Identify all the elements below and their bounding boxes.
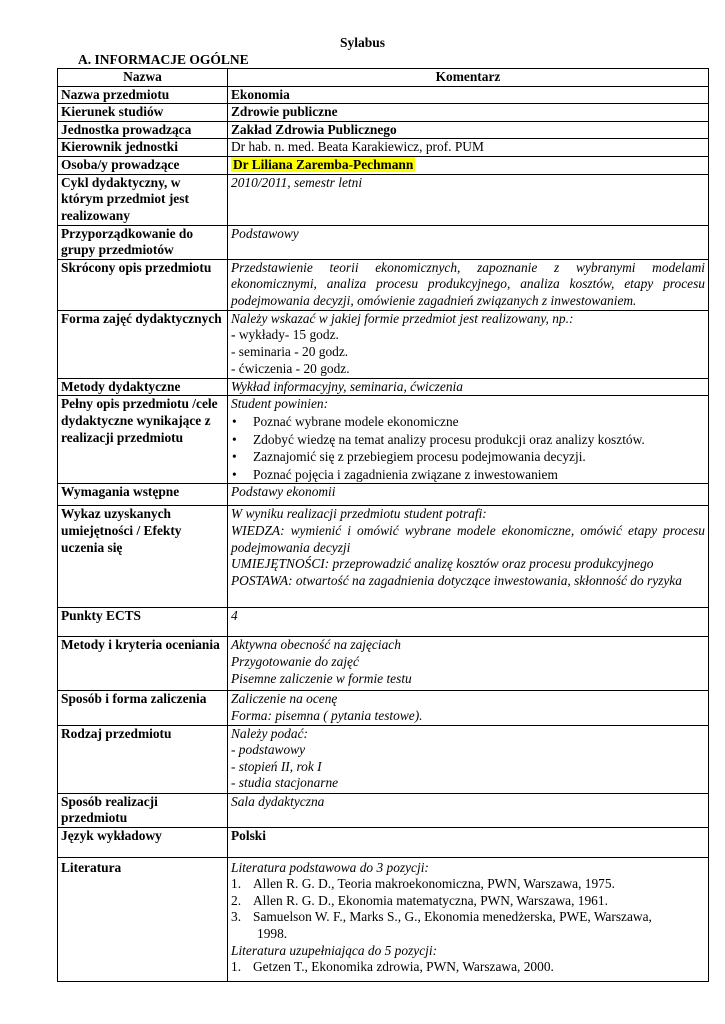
header-col-nazwa: Nazwa bbox=[58, 69, 228, 87]
list-item: • Poznać pojęcia i zagadnienia związane z inwestowaniem bbox=[231, 467, 705, 484]
row-osoba bbox=[58, 156, 709, 174]
label-ects: Punkty ECTS bbox=[58, 608, 228, 637]
row-cykl bbox=[58, 174, 709, 225]
label-realizacja: Sposób realizacji przedmiotu bbox=[58, 793, 228, 827]
label-efekty: Wykaz uzyskanych umiejętności / Efekty uczenia się bbox=[58, 506, 228, 608]
forma-intro: Należy wskazać w jakiej formie przedmiot jest realizowany, np.: bbox=[231, 310, 574, 326]
label-cykl: Cykl dydaktyczny, w którym przedmiot jest realizowany bbox=[58, 174, 228, 225]
rodzaj-line-2: - podstawowy bbox=[231, 742, 306, 758]
value-kierownik: Dr hab. n. med. Beata Karakiewicz, prof. PUM bbox=[228, 139, 709, 157]
label-kierownik: Kierownik jednostki bbox=[58, 139, 228, 157]
row-kierunek bbox=[58, 104, 709, 122]
list-item: 1. Getzen T., Ekonomika zdrowia, PWN, Warszawa, 2000. bbox=[231, 959, 554, 975]
label-jednostka: Jednostka prowadząca bbox=[58, 121, 228, 139]
kryteria-line-1: Aktywna obecność na zajęciach bbox=[231, 637, 401, 653]
value-nazwa-przedmiotu: Ekonomia bbox=[228, 86, 709, 104]
row-literatura bbox=[58, 857, 709, 981]
row-nazwa-przedmiotu bbox=[58, 86, 709, 104]
label-forma: Forma zajęć dydaktycznych bbox=[58, 310, 228, 378]
list-item: • Zaznajomić się z przebiegiem procesu podejmowania decyzji. bbox=[231, 449, 705, 466]
list-item: • Zdobyć wiedzę na temat analizy procesu produkcji oraz analizy kosztów. bbox=[231, 432, 705, 449]
rodzaj-line-3: - stopień II, rok I bbox=[231, 758, 322, 774]
value-cykl: 2010/2011, semestr letni bbox=[228, 174, 709, 225]
row-wymagania bbox=[58, 484, 709, 506]
row-efekty bbox=[58, 506, 709, 608]
label-kierunek: Kierunek studiów bbox=[58, 104, 228, 122]
table-header-row bbox=[58, 69, 709, 87]
zaliczenie-line-1: Zaliczenie na ocenę bbox=[231, 691, 338, 707]
label-opis: Skrócony opis przedmiotu bbox=[58, 259, 228, 310]
value-realizacja: Sala dydaktyczna bbox=[228, 793, 709, 827]
forma-line-wyklady-text: wykłady- 15 godz. bbox=[235, 327, 339, 343]
list-item: 1. Allen R. G. D., Teoria makroekonomiczna, PWN, Warszawa, 1975. bbox=[231, 876, 615, 892]
row-kryteria bbox=[58, 637, 709, 691]
row-kierownik bbox=[58, 139, 709, 157]
literatura-uzupelniajaca-heading: Literatura uzupełniająca do 5 pozycji: bbox=[231, 942, 438, 958]
row-realizacja bbox=[58, 793, 709, 827]
row-jednostka bbox=[58, 121, 709, 139]
literatura-podstawowa-heading: Literatura podstawowa do 3 pozycji: bbox=[231, 859, 429, 875]
efekty-intro: W wyniku realizacji przedmiotu student potrafi: bbox=[231, 506, 487, 522]
label-jezyk: Język wykładowy bbox=[58, 827, 228, 857]
header-col-komentarz: Komentarz bbox=[228, 69, 709, 87]
row-jezyk bbox=[58, 827, 709, 857]
value-jednostka: Zakład Zdrowia Publicznego bbox=[228, 121, 709, 139]
label-wymagania: Wymagania wstępne bbox=[58, 484, 228, 506]
syllabus-table bbox=[57, 68, 709, 982]
list-item: 2. Allen R. G. D., Ekonomia matematyczna, PWN, Warszawa, 1961. bbox=[231, 892, 608, 908]
row-przyporzadkowanie bbox=[58, 225, 709, 259]
list-item-continuation: 1998. bbox=[257, 926, 288, 942]
value-osoba-highlighted: Dr Liliana Zaremba-Pechmann bbox=[233, 156, 414, 172]
value-kierunek: Zdrowie publiczne bbox=[228, 104, 709, 122]
value-przyporzadkowanie: Podstawowy bbox=[228, 225, 709, 259]
kryteria-line-3: Pisemne zaliczenie w formie testu bbox=[231, 670, 412, 686]
efekty-wiedza: WIEDZA: wymienić i omówić wybrane modele ekonomiczne, omówić etapy procesu podejmowania decyzji bbox=[231, 522, 705, 555]
rodzaj-line-4: - studia stacjonarne bbox=[231, 775, 339, 791]
rodzaj-line-1: Należy podać: bbox=[231, 725, 308, 741]
kryteria-line-2: Przygotowanie do zajęć bbox=[231, 653, 359, 669]
value-ects: 4 bbox=[228, 608, 709, 637]
forma-line-wyklady bbox=[231, 327, 705, 344]
zaliczenie-line-2: Forma: pisemna ( pytania testowe). bbox=[231, 707, 423, 723]
forma-line-seminaria: - seminaria - 20 godz. bbox=[231, 343, 349, 359]
efekty-umiejetnosci: UMIEJĘTNOŚCI: przeprowadzić analizę kosztów oraz procesu produkcyjnego bbox=[231, 556, 654, 572]
forma-line-wyklady-dash: - bbox=[231, 327, 236, 343]
pelny-opis-intro: Student powinien: bbox=[231, 396, 329, 412]
row-zaliczenie bbox=[58, 691, 709, 725]
label-nazwa-przedmiotu: Nazwa przedmiotu bbox=[58, 86, 228, 104]
forma-line-cwiczenia: - ćwiczenia - 20 godz. bbox=[231, 360, 350, 376]
label-rodzaj: Rodzaj przedmiotu bbox=[58, 725, 228, 793]
row-opis bbox=[58, 259, 709, 310]
value-metody: Wykład informacyjny, seminaria, ćwiczenia bbox=[228, 378, 709, 396]
row-rodzaj bbox=[58, 725, 709, 793]
label-osoba: Osoba/y prowadzące bbox=[58, 156, 228, 174]
label-kryteria: Metody i kryteria oceniania bbox=[58, 637, 228, 691]
row-pelny-opis bbox=[58, 396, 709, 484]
label-literatura: Literatura bbox=[58, 857, 228, 981]
row-ects bbox=[58, 608, 709, 637]
row-metody bbox=[58, 378, 709, 396]
label-przyporzadkowanie: Przyporządkowanie do grupy przedmiotów bbox=[58, 225, 228, 259]
value-wymagania: Podstawy ekonomii bbox=[228, 484, 709, 506]
value-opis: Przedstawienie teorii ekonomicznych, zapoznanie z wybranymi modelami ekonomicznymi, analiza procesu produkcyjnego, analiza kosztów, etapy procesu podejmowania decyzji, omówienie zagadnień związanych z inwestowaniem. bbox=[228, 259, 709, 310]
list-item: • Poznać wybrane modele ekonomiczne bbox=[231, 414, 705, 431]
document-title: Sylabus bbox=[339, 35, 386, 50]
section-heading: A. INFORMACJE OGÓLNE bbox=[78, 52, 249, 67]
label-pelny-opis: Pełny opis przedmiotu /cele dydaktyczne wynikające z realizacji przedmiotu bbox=[58, 396, 228, 484]
list-item: 3. Samuelson W. F., Marks S., G., Ekonomia menedżerska, PWE, Warszawa, bbox=[231, 909, 652, 925]
value-jezyk: Polski bbox=[228, 827, 709, 857]
label-metody: Metody dydaktyczne bbox=[58, 378, 228, 396]
efekty-postawa: POSTAWA: otwartość na zagadnienia dotyczące inwestowania, skłonność do ryzyka bbox=[231, 572, 682, 588]
label-zaliczenie: Sposób i forma zaliczenia bbox=[58, 691, 228, 725]
row-forma bbox=[58, 310, 709, 378]
